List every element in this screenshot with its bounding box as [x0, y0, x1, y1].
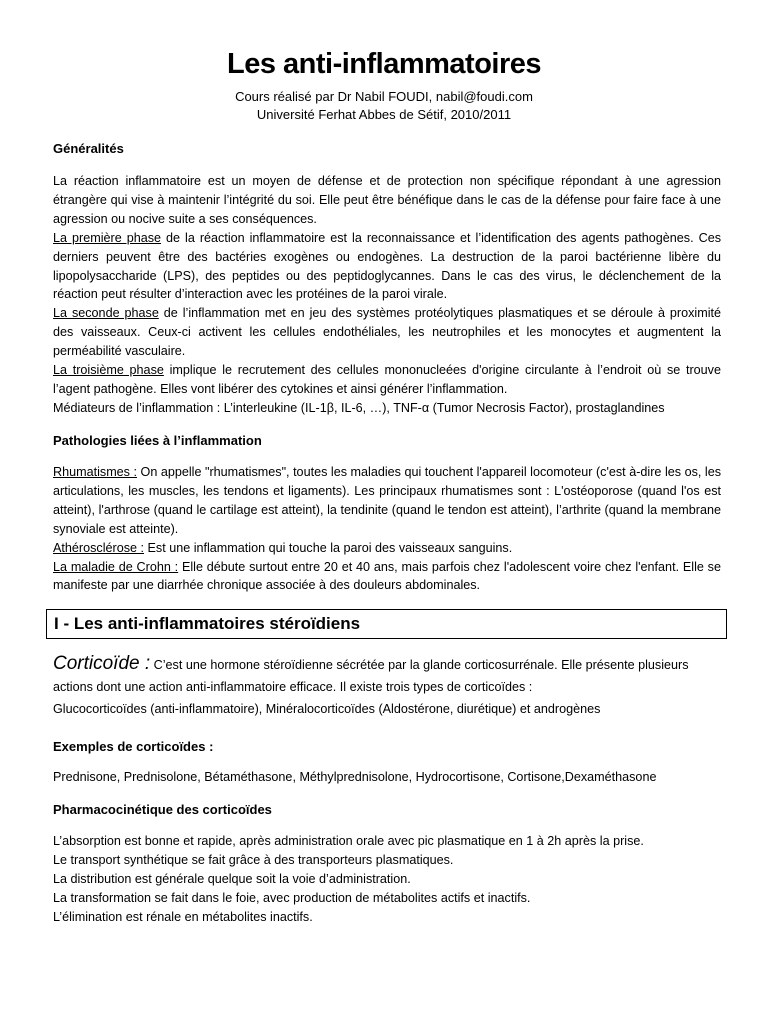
pk-line: La transformation se fait dans le foie, avec production de métabolites actifs et inactifs. [53, 891, 531, 905]
crohn-label: La maladie de Crohn : [53, 559, 179, 574]
corticoide-paragraph [53, 653, 721, 698]
phase3-paragraph [53, 361, 721, 399]
exemples-list: Prednisone, Prednisolone, Bétaméthasone, Méthylprednisolone, Hydrocortisone, Cortisone,Dexaméthasone [53, 770, 657, 784]
pk-line: L’absorption est bonne et rapide, après administration orale avec pic plasmatique en 1 à 2h après la prise. [53, 834, 644, 848]
generalites-intro: La réaction inflammatoire est un moyen de défense et de protection non spécifique répondant à une agression étrangère qui vise à maintenir l’intégrité du soi. Elle peut être bénéfique dans le cas de la défense pour faire face à une agression ou nocive suite a ses conséquences. [53, 174, 721, 226]
corticoide-text: C’est une hormone stéroïdienne sécrétée par la glande corticosurrénale. Elle présente plusieurs actions dont une action anti-inflammatoire efficace. Il existe trois types de corticoïdes : [53, 658, 689, 694]
rhumatismes-text: On appelle "rhumatismes", toutes les maladies qui touchent l'appareil locomoteur (c'est à-dire les os, les articulations, les muscles, les tendons et ligaments). Les principaux rhumatismes sont : L'ostéoporose (quand l'os est atteint), l'arthrose (quand le cartilage est atteint), la tendinite (quand le tendon est atteint), l’arthrite (quand la membrane synoviale est atteinte). [53, 465, 721, 536]
rhumatismes-paragraph [53, 463, 721, 539]
section1-heading: I - Les anti-inflammatoires stéroïdiens [54, 614, 361, 633]
exemples-heading: Exemples de corticoïdes : [53, 739, 214, 754]
document-title: Les anti-inflammatoires [226, 48, 542, 80]
crohn-text: Elle débute surtout entre 20 et 40 ans, mais parfois chez l'adolescent voire chez l'enfant. Elle se manifeste par une diarrhée chronique associée à des douleurs abdominales. [53, 559, 721, 593]
generalites-heading: Généralités [53, 141, 124, 156]
pk-heading: Pharmacocinétique des corticoïdes [53, 802, 272, 817]
crohn-paragraph [53, 558, 721, 596]
phase1-label: La première phase [53, 230, 162, 245]
athero-label: Athérosclérose : [53, 540, 144, 555]
pathologies-body [53, 463, 721, 595]
corticoide-term: Corticoïde : [53, 653, 151, 674]
phase3-text: implique le recrutement des cellules mononucleées d'origine circulante à l’endroit où se trouve l’agent pathogène. Elles vont libérer des cytokines et ainsi générer l’inflammation. [53, 363, 721, 396]
pk-line: L’élimination est rénale en métabolites inactifs. [53, 910, 313, 924]
pk-line: Le transport synthétique se fait grâce à des transporteurs plasmatiques. [53, 853, 454, 867]
phase2-paragraph [53, 304, 721, 361]
pk-line: La distribution est générale quelque soit la voie d’administration. [53, 872, 411, 886]
phase1-paragraph [53, 229, 721, 305]
author-line: Cours réalisé par Dr Nabil FOUDI, nabil@foudi.com [235, 89, 533, 104]
phase1-text: de la réaction inflammatoire est la reconnaissance et l’identification des agents pathogènes. Ces derniers peuvent être des bactéries exogènes ou endogènes. La destruction de la paroi bactérienne libère du lipopolysaccharide (LPS), des peptides ou des peptidoglycannes. Dans le cas des virus, le déclenchement de la réaction peut résulter d’interaction avec les protéines de la paroi virale. [53, 230, 721, 302]
section1-heading-box [46, 609, 727, 639]
mediators-line: Médiateurs de l’inflammation : L’interleukine (IL-1β, IL-6, …), TNF-α (Tumor Necrosis Factor), prostaglandines [53, 400, 665, 415]
pathologies-heading: Pathologies liées à l’inflammation [53, 433, 262, 448]
corticoide-types: Glucocorticoïdes (anti-inflammatoire), Minéralocorticoïdes (Aldostérone, diurétique) et androgènes [53, 702, 601, 716]
athero-paragraph [53, 539, 721, 558]
phase3-label: La troisième phase [53, 363, 164, 378]
rhumatismes-label: Rhumatismes : [53, 465, 138, 479]
phase2-text: de l’inflammation met en jeu des systèmes protéolytiques plasmatiques et se déroule à proximité des vaisseaux. Ceux-ci activent les cellules endothéliales, les neutrophiles et les monocytes et augmentent la perméabilité vasculaire. [53, 306, 721, 359]
generalites-body [53, 172, 721, 418]
phase2-label: La seconde phase [53, 306, 159, 321]
athero-text: Est une inflammation qui touche la paroi des vaisseaux sanguins. [144, 540, 513, 555]
university-line: Université Ferhat Abbes de Sétif, 2010/2011 [256, 107, 512, 122]
